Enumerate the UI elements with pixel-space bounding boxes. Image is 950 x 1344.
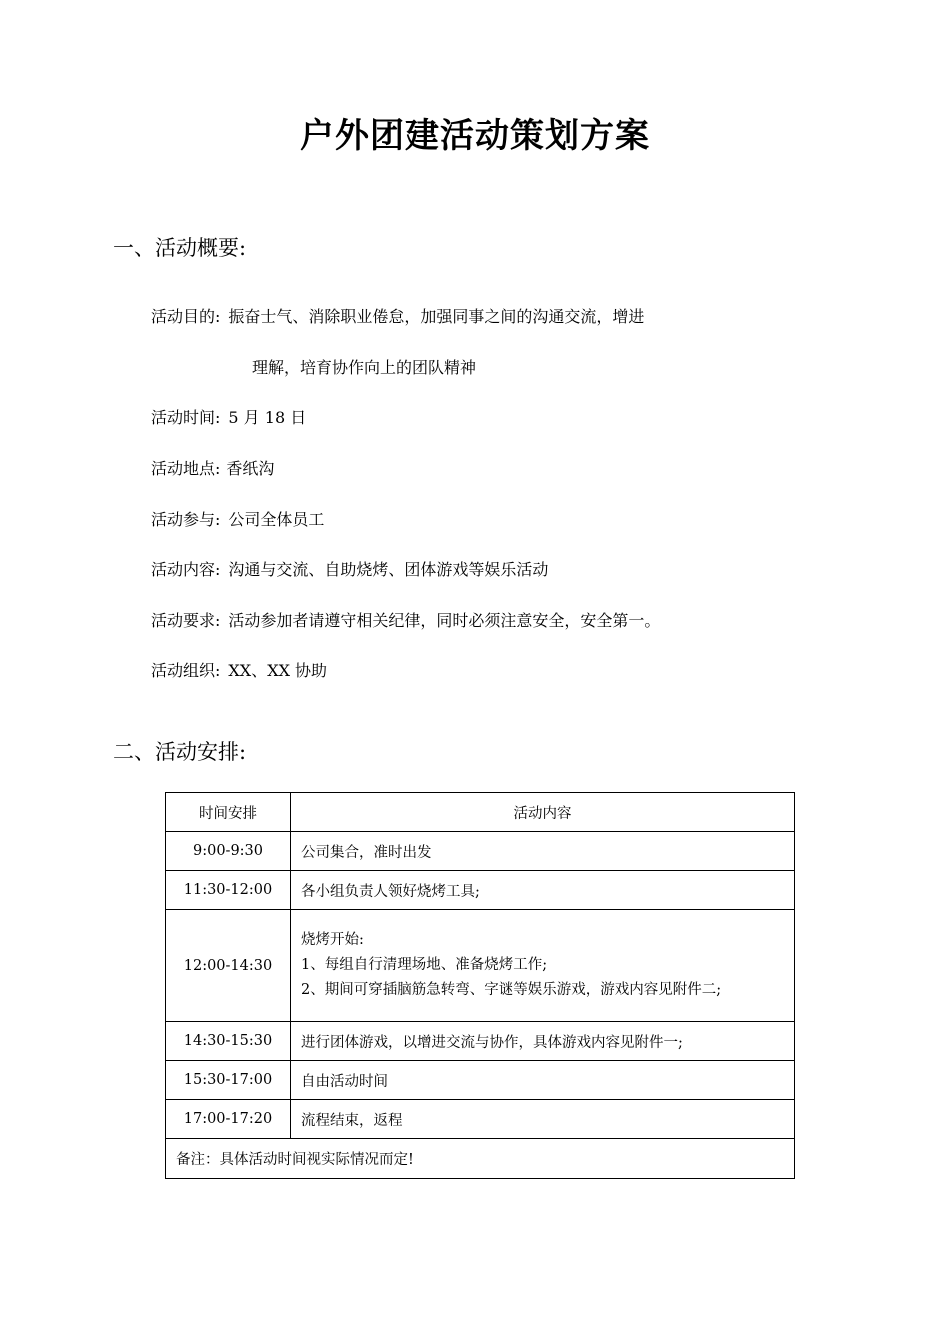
content-line: 1、每组自行清理场地、准备烧烤工作;	[301, 957, 548, 973]
schedule-table	[165, 792, 795, 1179]
time-cell: 15:30-17:00	[166, 1061, 291, 1100]
info-value: 振奋士气、消除职业倦怠，加强同事之间的沟通交流，增进	[228, 307, 645, 326]
info-label: 活动时间:	[151, 408, 221, 427]
table-header-row	[166, 793, 795, 832]
info-value: 公司全体员工	[228, 510, 325, 529]
header-content: 活动内容	[291, 793, 795, 832]
note-cell: 备注：具体活动时间视实际情况而定!	[166, 1139, 795, 1179]
table-row	[166, 1100, 795, 1139]
content-cell: 流程结束，返程	[291, 1100, 795, 1139]
content-line: 2、期间可穿插脑筋急转弯、字谜等娱乐游戏，游戏内容见附件二;	[301, 982, 722, 998]
info-label: 活动目的:	[151, 307, 221, 326]
time-cell: 11:30-12:00	[166, 871, 291, 910]
table-row	[166, 832, 795, 871]
time-cell: 12:00-14:30	[166, 910, 291, 1022]
table-note-row	[166, 1139, 795, 1179]
info-label: 活动内容:	[151, 560, 221, 579]
info-participants	[151, 507, 324, 530]
content-cell	[291, 910, 795, 1022]
header-time: 时间安排	[166, 793, 291, 832]
table-row	[166, 1061, 795, 1100]
time-cell: 14:30-15:30	[166, 1022, 291, 1061]
time-cell: 9:00-9:30	[166, 832, 291, 871]
info-requirements	[151, 608, 660, 631]
info-content	[151, 557, 548, 580]
info-value: XX、XX 协助	[228, 661, 328, 680]
info-label: 活动参与:	[151, 510, 221, 529]
info-organizers	[151, 658, 327, 681]
section-heading-schedule: 二、活动安排:	[113, 740, 247, 764]
info-value: 沟通与交流、自助烧烤、团体游戏等娱乐活动	[228, 560, 549, 579]
content-cell: 各小组负责人领好烧烤工具;	[291, 871, 795, 910]
info-purpose-continued: 理解，培育协作向上的团队精神	[252, 358, 477, 377]
info-value: 5 月 18 日	[228, 408, 307, 427]
info-value: 香纸沟	[226, 459, 275, 478]
content-cell: 进行团体游戏，以增进交流与协作，具体游戏内容见附件一;	[291, 1022, 795, 1061]
info-location	[151, 456, 274, 479]
time-cell: 17:00-17:20	[166, 1100, 291, 1139]
info-time	[151, 405, 306, 428]
section-heading-overview: 一、活动概要:	[113, 236, 247, 260]
document-title: 户外团建活动策划方案	[300, 116, 650, 156]
content-cell: 自由活动时间	[291, 1061, 795, 1100]
content-line: 烧烤开始:	[301, 932, 364, 948]
content-cell: 公司集合，准时出发	[291, 832, 795, 871]
info-label: 活动组织:	[151, 661, 221, 680]
table-row	[166, 871, 795, 910]
info-label: 活动要求:	[151, 611, 221, 630]
info-value: 活动参加者请遵守相关纪律，同时必须注意安全，安全第一。	[228, 611, 661, 630]
info-label: 活动地点:	[151, 459, 221, 478]
table-row	[166, 910, 795, 1022]
table-row	[166, 1022, 795, 1061]
info-purpose	[151, 304, 644, 327]
